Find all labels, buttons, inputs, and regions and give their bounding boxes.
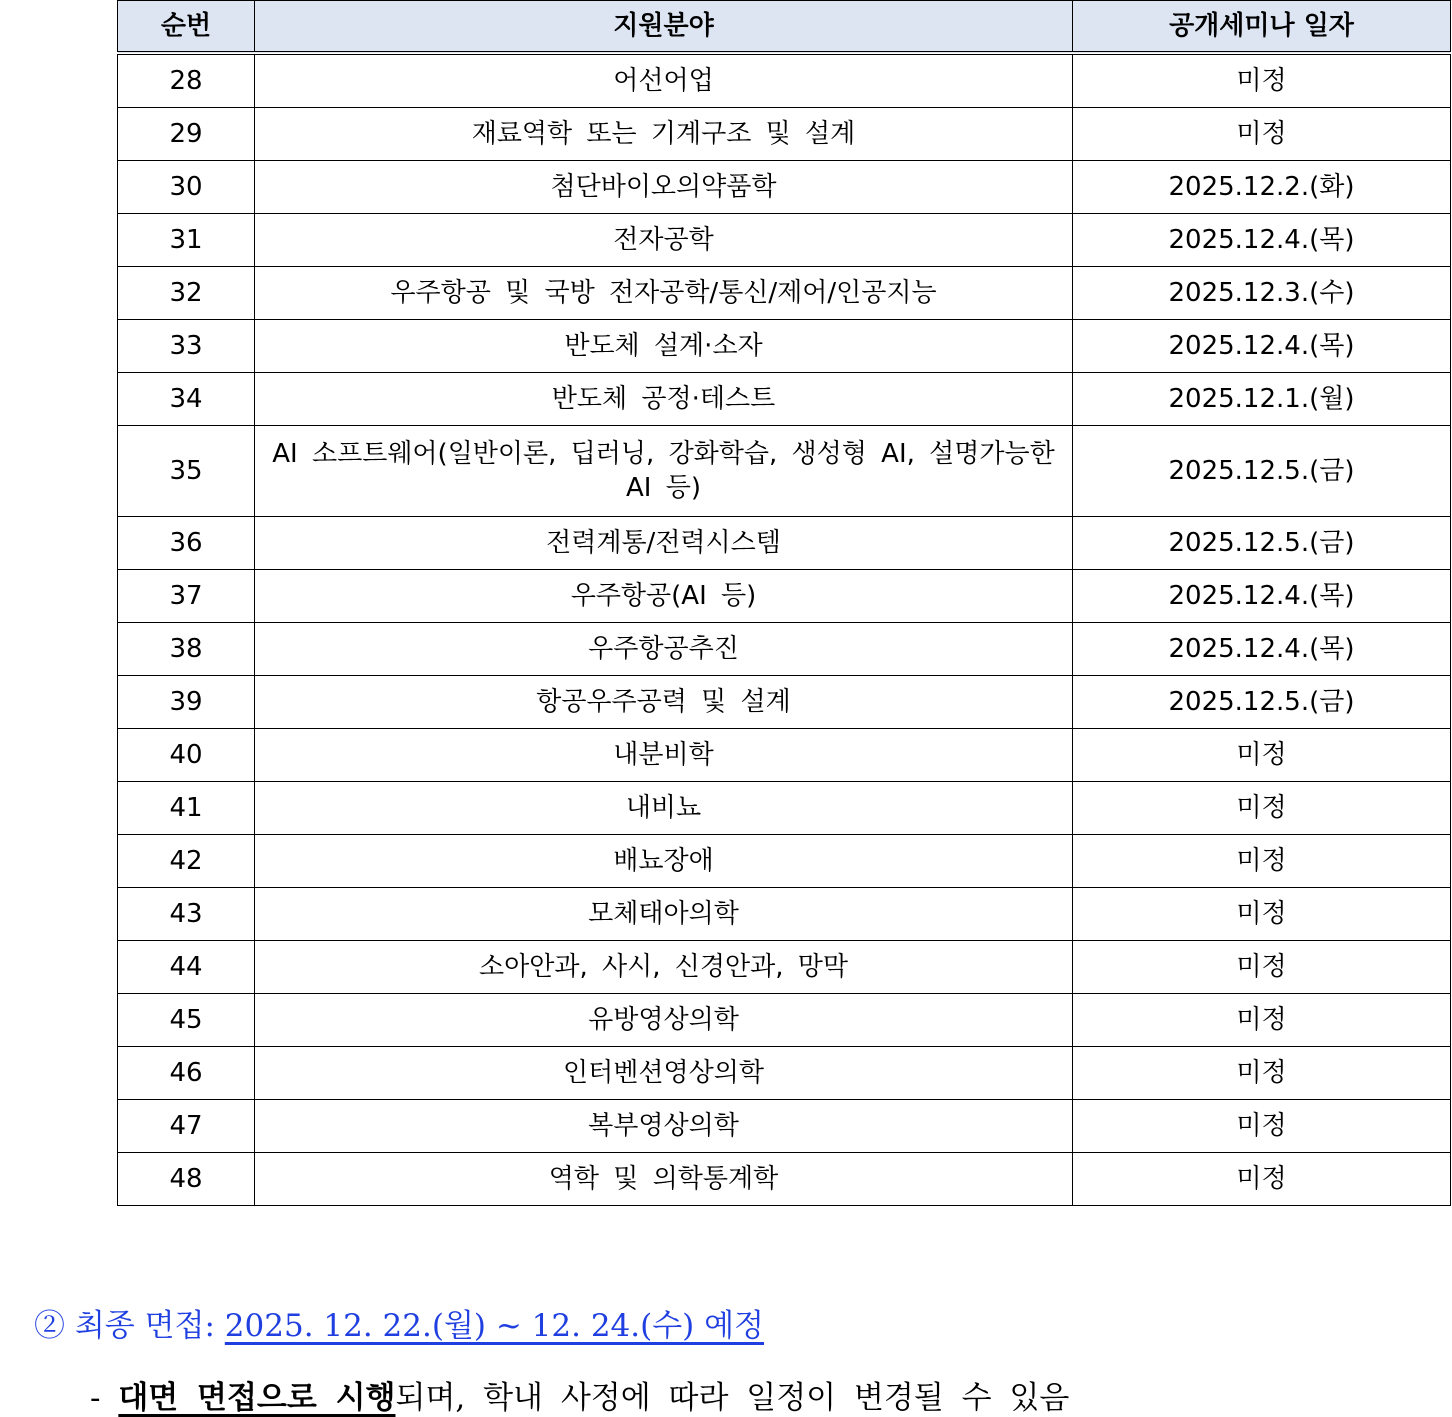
row-number-text: 44 bbox=[169, 952, 203, 982]
row-number bbox=[118, 53, 255, 108]
row-number bbox=[118, 1153, 255, 1206]
row-seminar-date-text: 미정 bbox=[1236, 899, 1287, 929]
table-row bbox=[118, 835, 1451, 888]
row-seminar-date bbox=[1073, 1100, 1451, 1153]
table-row bbox=[118, 994, 1451, 1047]
row-seminar-date bbox=[1073, 373, 1451, 426]
row-seminar-date-text: 2025.12.5.(금) bbox=[1168, 456, 1355, 486]
row-number bbox=[118, 782, 255, 835]
detail-emphasis: 대면 면접으로 시행 bbox=[118, 1380, 396, 1416]
row-field-text: AI 소프트웨어(일반이론, 딥러닝, 강화학습, 생성형 AI, 설명가능한 AI 등) bbox=[272, 439, 1055, 503]
row-field bbox=[255, 373, 1073, 426]
table-row bbox=[118, 623, 1451, 676]
detail-rest: 되며, 학내 사정에 따라 일정이 변경될 수 있음 bbox=[395, 1380, 1070, 1416]
row-seminar-date bbox=[1073, 1047, 1451, 1100]
header-field: 지원분야 bbox=[255, 1, 1073, 54]
table-row bbox=[118, 108, 1451, 161]
row-seminar-date-text: 미정 bbox=[1236, 846, 1287, 876]
row-number-text: 43 bbox=[169, 899, 203, 929]
row-field bbox=[255, 320, 1073, 373]
table-row bbox=[118, 1100, 1451, 1153]
row-number-text: 39 bbox=[169, 687, 203, 717]
row-field bbox=[255, 623, 1073, 676]
row-number bbox=[118, 320, 255, 373]
row-field bbox=[255, 517, 1073, 570]
row-seminar-date-text: 미정 bbox=[1236, 793, 1287, 823]
row-seminar-date-text: 미정 bbox=[1236, 1058, 1287, 1088]
row-field-text: 복부영상의학 bbox=[588, 1111, 739, 1141]
row-seminar-date-text: 2025.12.5.(금) bbox=[1168, 687, 1355, 717]
row-number bbox=[118, 108, 255, 161]
row-field-text: 내비뇨 bbox=[625, 793, 702, 823]
row-field bbox=[255, 888, 1073, 941]
table-row bbox=[118, 517, 1451, 570]
interview-prefix: ② 최종 면접: bbox=[34, 1308, 225, 1344]
row-field-text: 전자공학 bbox=[613, 225, 714, 255]
table-body bbox=[118, 53, 1451, 1206]
row-number-text: 36 bbox=[169, 528, 203, 558]
row-field bbox=[255, 1153, 1073, 1206]
row-field bbox=[255, 676, 1073, 729]
row-field bbox=[255, 994, 1073, 1047]
row-number bbox=[118, 161, 255, 214]
table-row bbox=[118, 1153, 1451, 1206]
row-field bbox=[255, 941, 1073, 994]
row-field-text: 내분비학 bbox=[613, 740, 714, 770]
row-field bbox=[255, 426, 1073, 517]
row-seminar-date bbox=[1073, 782, 1451, 835]
row-number-text: 31 bbox=[169, 225, 203, 255]
row-seminar-date-text: 미정 bbox=[1236, 119, 1287, 149]
row-number-text: 38 bbox=[169, 634, 203, 664]
row-number-text: 32 bbox=[169, 278, 203, 308]
table-row bbox=[118, 729, 1451, 782]
row-seminar-date bbox=[1073, 53, 1451, 108]
row-field bbox=[255, 53, 1073, 108]
row-number-text: 48 bbox=[169, 1164, 203, 1194]
row-field bbox=[255, 570, 1073, 623]
row-seminar-date-text: 2025.12.4.(목) bbox=[1168, 634, 1355, 664]
interview-dates: 2025. 12. 22.(월) ~ 12. 24.(수) 예정 bbox=[224, 1308, 765, 1344]
row-field bbox=[255, 108, 1073, 161]
row-number-text: 45 bbox=[169, 1005, 203, 1035]
row-seminar-date bbox=[1073, 994, 1451, 1047]
row-number-text: 29 bbox=[169, 119, 203, 149]
row-number-text: 37 bbox=[169, 581, 203, 611]
row-number bbox=[118, 1100, 255, 1153]
table-row bbox=[118, 373, 1451, 426]
row-number-text: 42 bbox=[169, 846, 203, 876]
table-row bbox=[118, 320, 1451, 373]
row-number-text: 40 bbox=[169, 740, 203, 770]
detail-dash: - bbox=[90, 1380, 119, 1416]
row-seminar-date-text: 2025.12.3.(수) bbox=[1168, 278, 1355, 308]
table-header-row bbox=[118, 1, 1451, 54]
row-number-text: 30 bbox=[169, 172, 203, 202]
row-seminar-date bbox=[1073, 108, 1451, 161]
final-interview-note bbox=[34, 1300, 764, 1345]
row-field bbox=[255, 835, 1073, 888]
row-seminar-date bbox=[1073, 161, 1451, 214]
row-seminar-date-text: 미정 bbox=[1236, 952, 1287, 982]
row-field bbox=[255, 729, 1073, 782]
row-field-text: 첨단바이오의약품학 bbox=[550, 172, 777, 202]
row-number bbox=[118, 426, 255, 517]
row-seminar-date bbox=[1073, 888, 1451, 941]
row-number-text: 41 bbox=[169, 793, 203, 823]
row-number bbox=[118, 373, 255, 426]
row-number bbox=[118, 835, 255, 888]
row-number bbox=[118, 267, 255, 320]
row-number bbox=[118, 729, 255, 782]
row-field bbox=[255, 1047, 1073, 1100]
table-row bbox=[118, 676, 1451, 729]
row-seminar-date-text: 미정 bbox=[1236, 1005, 1287, 1035]
row-number-text: 33 bbox=[169, 331, 203, 361]
row-field-text: 배뇨장애 bbox=[613, 846, 714, 876]
row-seminar-date bbox=[1073, 517, 1451, 570]
row-number bbox=[118, 214, 255, 267]
table-row bbox=[118, 161, 1451, 214]
row-field-text: 반도체 설계·소자 bbox=[564, 331, 763, 361]
table-row bbox=[118, 888, 1451, 941]
row-number bbox=[118, 1047, 255, 1100]
table-row bbox=[118, 53, 1451, 108]
row-field bbox=[255, 782, 1073, 835]
header-seminar-date: 공개세미나 일자 bbox=[1073, 1, 1451, 54]
row-seminar-date-text: 2025.12.4.(목) bbox=[1168, 331, 1355, 361]
row-field-text: 우주항공(AI 등) bbox=[570, 581, 757, 611]
row-seminar-date-text: 2025.12.2.(화) bbox=[1168, 172, 1355, 202]
row-seminar-date-text: 미정 bbox=[1236, 66, 1287, 96]
row-field-text: 재료역학 또는 기계구조 및 설계 bbox=[471, 119, 856, 149]
row-seminar-date-text: 2025.12.1.(월) bbox=[1168, 384, 1355, 414]
row-number bbox=[118, 570, 255, 623]
row-field-text: 반도체 공정·테스트 bbox=[551, 384, 776, 414]
row-seminar-date bbox=[1073, 426, 1451, 517]
row-number bbox=[118, 676, 255, 729]
table-row bbox=[118, 570, 1451, 623]
row-number bbox=[118, 994, 255, 1047]
row-field bbox=[255, 161, 1073, 214]
row-field-text: 역학 및 의학통계학 bbox=[548, 1164, 779, 1194]
table-row bbox=[118, 941, 1451, 994]
row-seminar-date bbox=[1073, 835, 1451, 888]
row-seminar-date-text: 미정 bbox=[1236, 1111, 1287, 1141]
table-row bbox=[118, 1047, 1451, 1100]
row-seminar-date-text: 미정 bbox=[1236, 740, 1287, 770]
interview-detail-note bbox=[90, 1372, 1069, 1417]
row-seminar-date bbox=[1073, 570, 1451, 623]
table-row bbox=[118, 782, 1451, 835]
row-seminar-date bbox=[1073, 941, 1451, 994]
header-number: 순번 bbox=[118, 1, 255, 54]
row-field-text: 소아안과, 사시, 신경안과, 망막 bbox=[479, 952, 848, 982]
row-seminar-date bbox=[1073, 267, 1451, 320]
row-seminar-date bbox=[1073, 214, 1451, 267]
row-seminar-date-text: 2025.12.4.(목) bbox=[1168, 581, 1355, 611]
row-seminar-date-text: 미정 bbox=[1236, 1164, 1287, 1194]
row-field bbox=[255, 267, 1073, 320]
row-seminar-date bbox=[1073, 1153, 1451, 1206]
seminar-schedule-table bbox=[117, 0, 1451, 1206]
row-field-text: 유방영상의학 bbox=[588, 1005, 739, 1035]
row-seminar-date bbox=[1073, 320, 1451, 373]
row-seminar-date bbox=[1073, 623, 1451, 676]
row-seminar-date bbox=[1073, 729, 1451, 782]
row-field-text: 어선어업 bbox=[613, 66, 714, 96]
row-field-text: 전력계통/전력시스템 bbox=[546, 528, 781, 558]
table-row bbox=[118, 267, 1451, 320]
row-field-text: 우주항공추진 bbox=[588, 634, 739, 664]
row-number bbox=[118, 517, 255, 570]
row-field bbox=[255, 1100, 1073, 1153]
row-field-text: 모체태아의학 bbox=[588, 899, 739, 929]
row-seminar-date-text: 2025.12.5.(금) bbox=[1168, 528, 1355, 558]
table-row bbox=[118, 214, 1451, 267]
row-number bbox=[118, 941, 255, 994]
row-number bbox=[118, 623, 255, 676]
row-field-text: 항공우주공력 및 설계 bbox=[536, 687, 791, 717]
row-seminar-date-text: 2025.12.4.(목) bbox=[1168, 225, 1355, 255]
row-number-text: 46 bbox=[169, 1058, 203, 1088]
row-field-text: 인터벤션영상의학 bbox=[563, 1058, 764, 1088]
row-number-text: 47 bbox=[169, 1111, 203, 1141]
row-number-text: 34 bbox=[169, 384, 203, 414]
row-field bbox=[255, 214, 1073, 267]
table-row bbox=[118, 426, 1451, 517]
row-field-text: 우주항공 및 국방 전자공학/통신/제어/인공지능 bbox=[390, 278, 937, 308]
row-number bbox=[118, 888, 255, 941]
row-number-text: 28 bbox=[169, 66, 203, 96]
row-seminar-date bbox=[1073, 676, 1451, 729]
row-number-text: 35 bbox=[169, 456, 203, 486]
